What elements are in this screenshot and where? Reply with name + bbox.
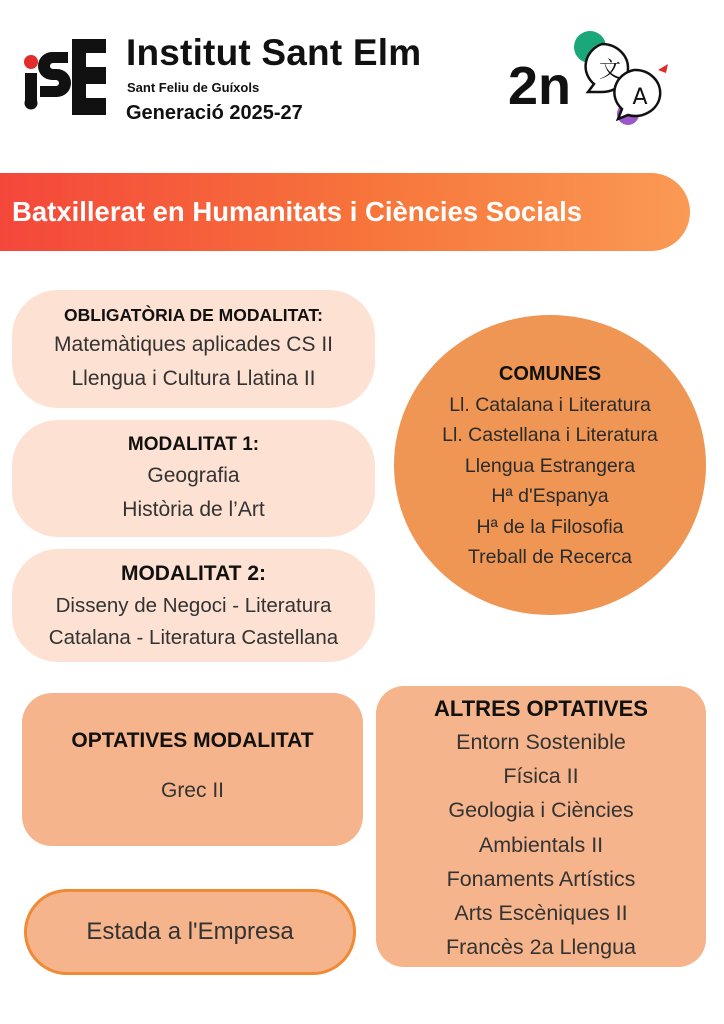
list-item: Llengua Estrangera [464,454,636,477]
list-item: Història de l’Art [122,497,265,521]
comunes-circle [394,315,706,615]
list-item: Fonaments Artístics [446,866,636,891]
program-title: Batxillerat en Humanitats i Ciències Socials [12,196,583,227]
generation-label: Generació 2025-27 [126,102,303,124]
school-town: Sant Feliu de Guíxols [127,80,260,95]
list-item: Arts Escèniques II [454,901,628,926]
altres-optatives-box [376,686,706,967]
modalitat1-box [12,420,375,537]
list-item: Física II [503,764,579,789]
list-item: Ll. Catalana i Literatura [449,393,651,416]
optatives-modalitat-box [22,693,363,846]
svg-text:文: 文 [598,58,622,83]
list-item: Ambientals II [478,832,604,857]
list-item: Francès 2a Llengua [445,935,637,960]
list-item: Ll. Castellana i Literatura [442,424,658,446]
level-label: 2n [508,56,572,116]
estada-empresa-box: Estada a l'Empresa [24,889,356,975]
obligatoria-title: OBLIGATÒRIA DE MODALITAT: [64,305,323,325]
modalitat1-title: MODALITAT 1: [127,433,260,455]
list-item: Catalana - Literatura Castellana [48,625,339,649]
list-item: Grec II [160,779,224,802]
list-item: Hª de la Filosofia [476,515,624,538]
list-item: Treball de Recerca [467,546,633,568]
comunes-title: COMUNES [498,362,602,385]
red-triangle-icon [658,64,668,73]
list-item: Disseny de Negoci - Literatura [55,593,332,617]
list-item: Hª d'Espanya [491,485,609,507]
list-item: Matemàtiques aplicades CS II [54,333,333,356]
list-item: Entorn Sostenible [456,730,626,754]
language-badge [506,30,686,130]
list-item: Llengua i Cultura Llatina II [71,367,316,390]
modalitat2-box [12,549,375,662]
school-name: Institut Sant Elm [126,32,422,73]
obligatoria-box [12,290,375,408]
svg-text:A: A [632,85,648,110]
altres-optatives-title: ALTRES OPTATIVES [434,696,648,721]
optatives-modalitat-title: OPTATIVES MODALITAT [71,729,314,752]
school-logo [22,34,108,120]
modalitat2-title: MODALITAT 2: [120,561,267,585]
translate-bubbles-icon [586,44,661,119]
list-item: Geografia [147,463,240,487]
program-banner [0,173,690,251]
list-item: Geologia i Ciències [448,798,634,823]
